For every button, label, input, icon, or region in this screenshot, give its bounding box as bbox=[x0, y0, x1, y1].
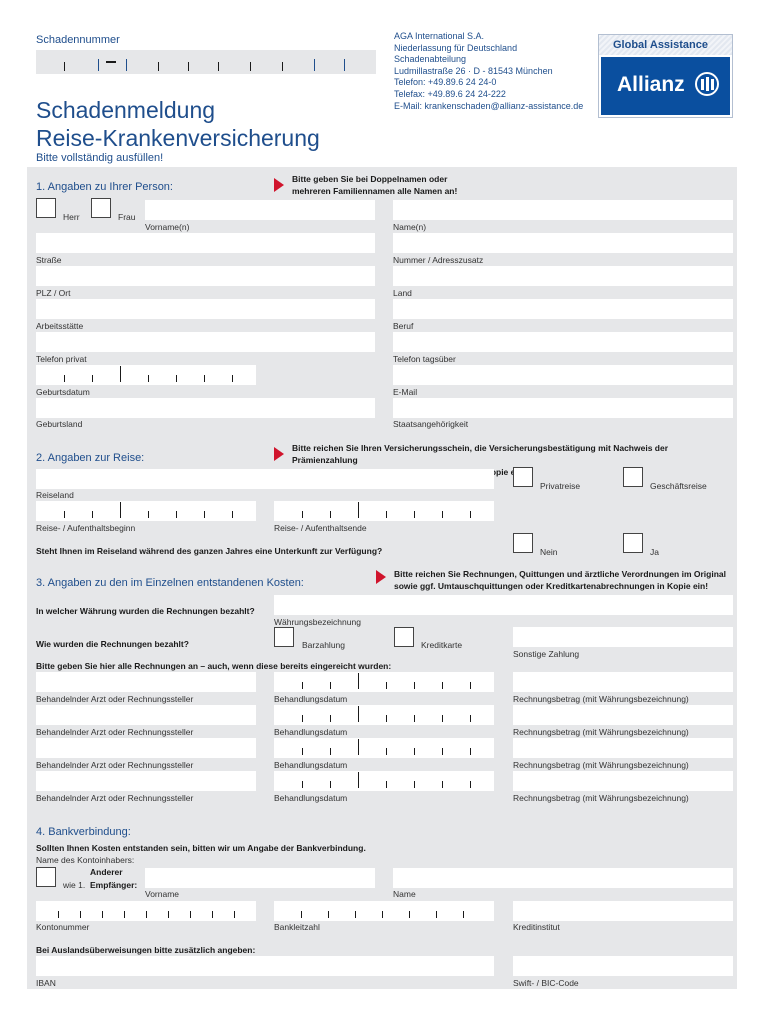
note-line: sowie ggf. Umtauschquittungen oder Kreditkartenabrechnungen in Kopie ein! bbox=[394, 581, 709, 591]
herr-checkbox[interactable] bbox=[36, 198, 56, 218]
date-ticks bbox=[274, 705, 494, 725]
phone-day-input[interactable] bbox=[393, 332, 733, 352]
invoice-date-label: Behandlungsdatum bbox=[274, 760, 348, 770]
invoice-date-label: Behandlungsdatum bbox=[274, 793, 348, 803]
claim-number-tick bbox=[188, 62, 189, 71]
date-ticks bbox=[36, 365, 256, 385]
claim-number-tick bbox=[218, 62, 219, 71]
invoice-issuer-input[interactable] bbox=[36, 738, 256, 758]
invoice-issuer-label: Behandelnder Arzt oder Rechnungssteller bbox=[36, 727, 194, 737]
other-recipient-line1: Anderer bbox=[90, 867, 123, 877]
workplace-input[interactable] bbox=[36, 299, 375, 319]
section-1-title: 1. Angaben zu Ihrer Person: bbox=[36, 181, 173, 193]
phone-private-input[interactable] bbox=[36, 332, 375, 352]
company-line: Niederlassung für Deutschland bbox=[394, 42, 518, 53]
country-input[interactable] bbox=[393, 266, 733, 286]
currency-input[interactable] bbox=[274, 595, 733, 615]
invoice-date-label: Behandlungsdatum bbox=[274, 694, 348, 704]
note-line: Bitte reichen Sie Ihren Versicherungsschein, die Versicherungsbestätigung mit Nachweis der Prämienzahlung bbox=[292, 443, 669, 465]
accommodation-no-checkbox[interactable] bbox=[513, 533, 533, 553]
company-address bbox=[394, 31, 583, 112]
private-trip-label: Privatreise bbox=[540, 481, 581, 491]
invoice-amount-label: Rechnungsbetrag (mit Währungsbezeichnung) bbox=[513, 727, 689, 737]
claim-number-label: Schadennummer bbox=[36, 34, 120, 46]
zip-city-input[interactable] bbox=[36, 266, 375, 286]
invoice-amount-input[interactable] bbox=[513, 672, 733, 692]
attention-arrow-icon bbox=[376, 570, 386, 584]
bank-name-input[interactable] bbox=[513, 901, 733, 921]
invoice-amount-input[interactable] bbox=[513, 705, 733, 725]
other-recipient-line2: Empfänger: bbox=[90, 880, 138, 890]
invoice-list-instruction: Bitte geben Sie hier alle Rechnungen an – auch, wenn diese bereits eingereicht wurden: bbox=[36, 661, 392, 671]
invoice-amount-label: Rechnungsbetrag (mit Währungsbezeichnung) bbox=[513, 694, 689, 704]
phone-day-label: Telefon tagsüber bbox=[393, 354, 456, 364]
date-ticks bbox=[274, 771, 494, 791]
country-label: Land bbox=[393, 288, 412, 298]
invoice-amount-label: Rechnungsbetrag (mit Währungsbezeichnung) bbox=[513, 793, 689, 803]
bank-instruction: Sollten Ihnen Kosten entstanden sein, bitten wir um Angabe der Bankverbindung. bbox=[36, 843, 366, 853]
title-line: Schadenmeldung bbox=[36, 97, 216, 123]
allianz-logo bbox=[598, 34, 733, 118]
accommodation-yes-checkbox[interactable] bbox=[623, 533, 643, 553]
company-line: Ludmillastraße 26 · D - 81543 München bbox=[394, 65, 553, 76]
herr-label: Herr bbox=[63, 212, 80, 222]
invoice-date-input[interactable] bbox=[274, 771, 494, 791]
foreign-transfer-note: Bei Auslandsüberweisungen bitte zusätzlich angeben: bbox=[36, 945, 256, 955]
date-ticks bbox=[274, 672, 494, 692]
number-ticks bbox=[274, 901, 494, 921]
last-name-label: Name(n) bbox=[393, 222, 427, 232]
other-recipient-prefix: wie 1. bbox=[63, 880, 86, 890]
company-line: Telefax: +49.89.6 24 24-222 bbox=[394, 88, 506, 99]
bank-code-input[interactable] bbox=[274, 901, 494, 921]
other-payment-label: Sonstige Zahlung bbox=[513, 649, 580, 659]
street-input[interactable] bbox=[36, 233, 375, 253]
account-number-input[interactable] bbox=[36, 901, 256, 921]
claim-number-tick bbox=[126, 59, 127, 71]
invoice-date-input[interactable] bbox=[274, 672, 494, 692]
bank-code-label: Bankleitzahl bbox=[274, 922, 320, 932]
date-ticks bbox=[274, 738, 494, 758]
page-title bbox=[36, 96, 320, 152]
claim-number-tick bbox=[344, 59, 345, 71]
holder-last-name-input[interactable] bbox=[393, 868, 733, 888]
invoice-issuer-label: Behandelnder Arzt oder Rechnungssteller bbox=[36, 793, 194, 803]
stay-begin-input[interactable] bbox=[36, 501, 256, 521]
allianz-eagle-icon bbox=[695, 72, 719, 96]
logo-tagline: Global Assistance bbox=[599, 35, 732, 55]
last-name-input[interactable] bbox=[393, 200, 733, 220]
accommodation-no-label: Nein bbox=[540, 547, 558, 557]
frau-label: Frau bbox=[118, 212, 136, 222]
business-trip-label: Geschäftsreise bbox=[650, 481, 707, 491]
claim-number-tick bbox=[158, 62, 159, 71]
bank-name-label: Kreditinstitut bbox=[513, 922, 560, 932]
note-line: Kopie bbox=[484, 467, 509, 477]
company-line: E-Mail: krankenschaden@allianz-assistance.de bbox=[394, 100, 584, 111]
invoice-amount-input[interactable] bbox=[513, 738, 733, 758]
stay-end-label: Reise- / Aufenthaltsende bbox=[274, 523, 367, 533]
credit-card-label: Kreditkarte bbox=[421, 640, 463, 650]
logo-word: Allianz bbox=[617, 73, 685, 96]
invoice-amount-label: Rechnungsbetrag (mit Währungsbezeichnung) bbox=[513, 760, 689, 770]
form-panel bbox=[27, 167, 737, 989]
private-trip-checkbox[interactable] bbox=[513, 467, 533, 487]
cash-checkbox[interactable] bbox=[274, 627, 294, 647]
holder-first-name-input[interactable] bbox=[145, 868, 375, 888]
cash-label: Barzahlung bbox=[302, 640, 346, 650]
invoice-date-label: Behandlungsdatum bbox=[274, 727, 348, 737]
accommodation-question: Steht Ihnen im Reiseland während des ganzen Jahres eine Unterkunft zur Verfügung? bbox=[36, 546, 383, 556]
email-input[interactable] bbox=[393, 365, 733, 385]
invoice-date-input[interactable] bbox=[274, 738, 494, 758]
other-recipient-checkbox[interactable] bbox=[36, 867, 56, 887]
house-number-input[interactable] bbox=[393, 233, 733, 253]
claim-number-dash bbox=[106, 61, 116, 63]
payment-question: Wie wurden die Rechnungen bezahlt? bbox=[36, 639, 189, 649]
section-1-note bbox=[292, 173, 457, 197]
accommodation-yes-label: Ja bbox=[650, 547, 659, 557]
profession-input[interactable] bbox=[393, 299, 733, 319]
house-number-label: Nummer / Adresszusatz bbox=[393, 255, 484, 265]
invoice-amount-input[interactable] bbox=[513, 771, 733, 791]
zip-city-label: PLZ / Ort bbox=[36, 288, 71, 298]
birth-place-label: Geburtsland bbox=[36, 419, 83, 429]
currency-question: In welcher Währung wurden die Rechnungen bezahlt? bbox=[36, 606, 255, 616]
invoice-issuer-input[interactable] bbox=[36, 705, 256, 725]
date-ticks bbox=[274, 501, 494, 521]
workplace-label: Arbeitsstätte bbox=[36, 321, 84, 331]
section-4-title: 4. Bankverbindung: bbox=[36, 826, 131, 838]
number-ticks bbox=[36, 901, 256, 921]
claim-number-field[interactable] bbox=[36, 50, 376, 74]
account-holder-label: Name des Kontoinhabers: bbox=[36, 855, 135, 865]
first-name-input[interactable] bbox=[145, 200, 375, 220]
nationality-label: Staatsangehörigkeit bbox=[393, 419, 469, 429]
attention-arrow-icon bbox=[274, 178, 284, 192]
invoice-issuer-label: Behandelnder Arzt oder Rechnungssteller bbox=[36, 760, 194, 770]
note-line: Bitte reichen Sie Rechnungen, Quittungen und ärztliche Verordnungen im Original bbox=[394, 569, 727, 579]
company-line: Telefon: +49.89.6 24 24-0 bbox=[394, 77, 497, 88]
holder-first-name-label: Vorname bbox=[145, 889, 180, 899]
credit-card-checkbox[interactable] bbox=[394, 627, 414, 647]
attention-arrow-icon bbox=[274, 447, 284, 461]
swift-input[interactable] bbox=[513, 956, 733, 976]
iban-label: IBAN bbox=[36, 978, 56, 988]
business-trip-checkbox[interactable] bbox=[623, 467, 643, 487]
company-line: AGA International S.A. bbox=[394, 31, 485, 41]
profession-label: Beruf bbox=[393, 321, 414, 331]
street-label: Straße bbox=[36, 255, 62, 265]
invoice-issuer-label: Behandelnder Arzt oder Rechnungssteller bbox=[36, 694, 194, 704]
note-line: Bitte geben Sie bei Doppelnamen oder bbox=[292, 174, 448, 184]
invoice-issuer-input[interactable] bbox=[36, 672, 256, 692]
birth-date-input[interactable] bbox=[36, 365, 256, 385]
first-name-label: Vorname(n) bbox=[145, 222, 190, 232]
birth-date-label: Geburtsdatum bbox=[36, 387, 90, 397]
section-3-note bbox=[394, 568, 726, 592]
email-label: E-Mail bbox=[393, 387, 418, 397]
claim-number-tick bbox=[250, 62, 251, 71]
claim-number-tick bbox=[64, 62, 65, 71]
other-payment-input[interactable] bbox=[513, 627, 733, 647]
swift-label: Swift- / BIC-Code bbox=[513, 978, 579, 988]
date-ticks bbox=[36, 501, 256, 521]
currency-label: Währungsbezeichnung bbox=[274, 617, 361, 627]
claim-number-tick bbox=[282, 62, 283, 71]
frau-checkbox[interactable] bbox=[91, 198, 111, 218]
logo-panel bbox=[601, 57, 730, 115]
title-line: Reise-Krankenversicherung bbox=[36, 125, 320, 151]
destination-input[interactable] bbox=[36, 469, 494, 489]
note-line: mehreren Familiennamen alle Namen an! bbox=[292, 186, 458, 196]
nationality-input[interactable] bbox=[393, 398, 733, 418]
section-3-title: 3. Angaben zu den im Einzelnen entstandenen Kosten: bbox=[36, 577, 304, 589]
stay-end-input[interactable] bbox=[274, 501, 494, 521]
invoice-issuer-input[interactable] bbox=[36, 771, 256, 791]
stay-begin-label: Reise- / Aufenthaltsbeginn bbox=[36, 523, 136, 533]
page-subtitle: Bitte vollständig ausfüllen! bbox=[36, 152, 164, 164]
iban-input[interactable] bbox=[36, 956, 494, 976]
phone-private-label: Telefon privat bbox=[36, 354, 87, 364]
destination-label: Reiseland bbox=[36, 490, 74, 500]
invoice-date-input[interactable] bbox=[274, 705, 494, 725]
holder-last-name-label: Name bbox=[393, 889, 416, 899]
account-number-label: Kontonummer bbox=[36, 922, 90, 932]
claim-number-tick bbox=[314, 59, 315, 71]
claim-number-tick bbox=[98, 59, 99, 71]
section-2-title: 2. Angaben zur Reise: bbox=[36, 452, 145, 464]
company-line: Schadenabteilung bbox=[394, 54, 467, 65]
birth-place-input[interactable] bbox=[36, 398, 375, 418]
